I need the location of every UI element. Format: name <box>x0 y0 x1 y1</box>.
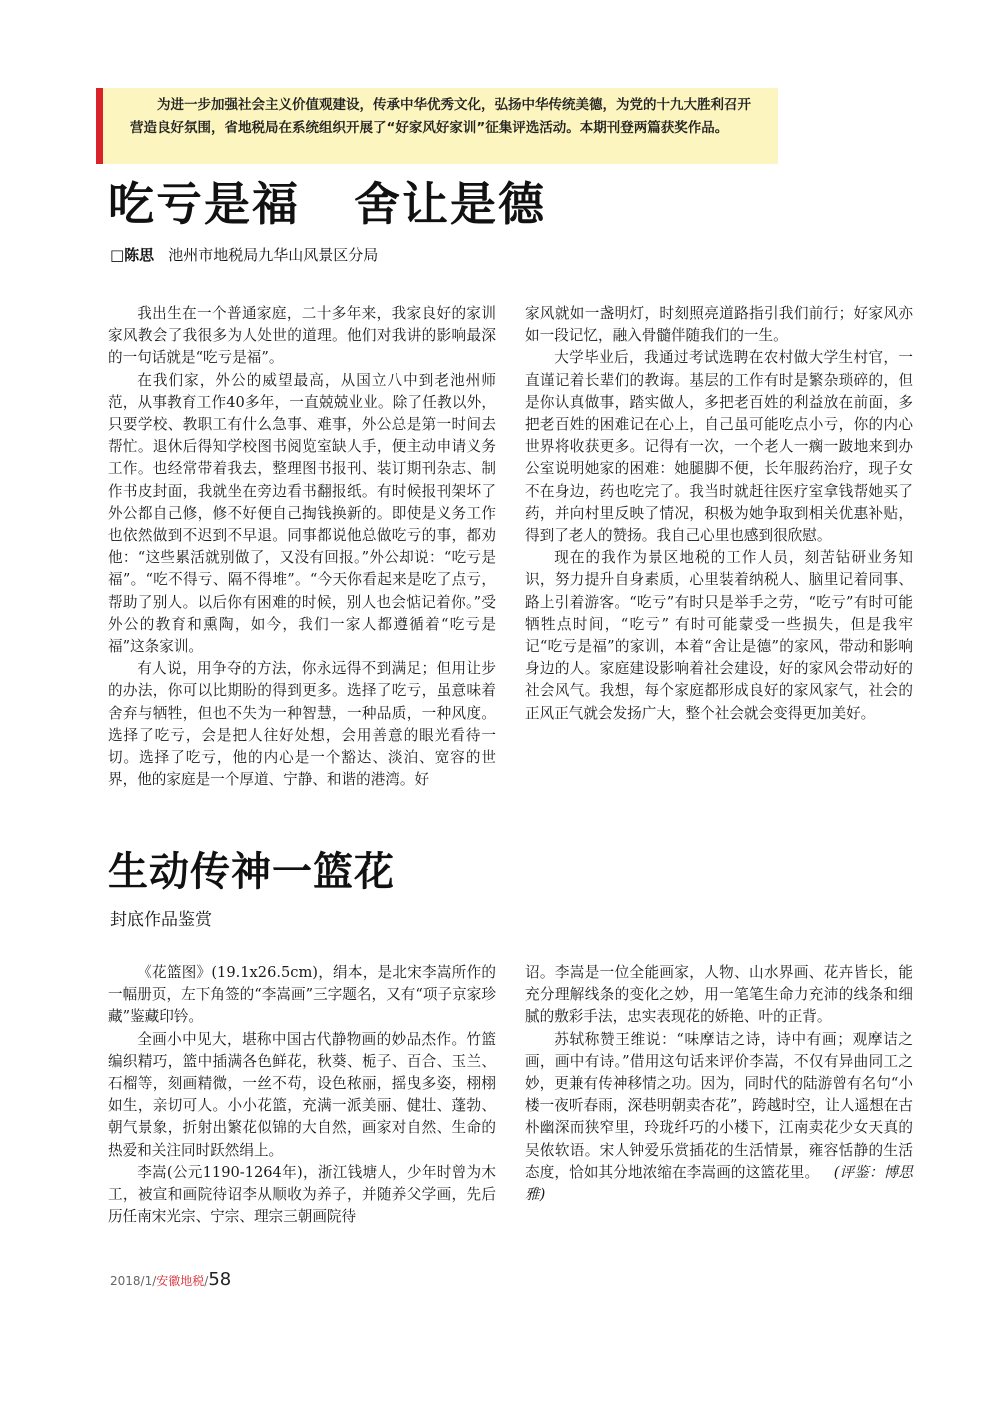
article2-paragraph: 李嵩(公元1190-1264年)，浙江钱塘人，少年时曾为木工，被宣和画院待诏李从顺收为养子，并随养父学画，先后历任南宋光宗、宁宗、理宗三朝画院待 <box>108 1163 496 1226</box>
article1-author: □陈思 <box>110 246 155 264</box>
article2-paragraph <box>525 1029 913 1207</box>
article2-paragraph: 全画小中见大，堪称中国古代静物画的妙品杰作。竹篮编织精巧，篮中插满各色鲜花，秋葵、栀子、百合、玉兰、石榴等，刻画精微，一丝不苟，设色秾丽，摇曳多姿，栩栩如生，亲切可人。小小花篮，充满一派美丽、健壮、蓬勃、朝气景象，折射出繁花似锦的大自然，画家对自然、生命的热爱和关注同时跃然绢上。 <box>108 1030 496 1159</box>
article1-paragraph: 大学毕业后，我通过考试选聘在农村做大学生村官，一直谨记着长辈们的教诲。基层的工作有时是繁杂琐碎的，但是你认真做事，踏实做人，多把老百姓的利益放在前面，多把老百姓的困难记在心上，自己虽可能吃点小亏，你的内心世界将收获更多。记得有一次，一个老人一瘸一跛地来到办公室说明她家的困难：她腿脚不便，长年服药治疗，现子女不在身边，药也吃完了。我当时就赶往医疗室拿钱帮她买了药，并向村里反映了情况，积极为她争取到相关优惠补贴，得到了老人的赞扬。我自己心里也感到很欣慰。 <box>525 349 913 545</box>
article2-last-paragraph-text: 苏轼称赞王维说：“味摩诘之诗，诗中有画；观摩诘之画，画中有诗。”借用这句话来评价李嵩，不仅有异曲同工之妙，更兼有传神移情之功。因为，同时代的陆游曾有名句“小楼一夜听春雨，深巷明朝卖杏花”，跨越时空，让人遥想在古朴幽深而狭窄里，玲珑纤巧的小楼下，江南卖花少女天真的吴侬软语。宋人钟爱乐赏插花的生活情景，雍容恬静的生活态度，恰如其分地浓缩在李嵩画的这篮花里。 <box>525 1030 913 1181</box>
intro-accent-bar <box>96 88 103 164</box>
page-number: 58 <box>208 1269 232 1290</box>
article2-credit: (评鉴：博思雅) <box>525 1163 913 1204</box>
article1-left-column <box>108 303 496 791</box>
article2-subtitle: 封底作品鉴赏 <box>110 910 212 930</box>
article1-paragraph: 在我们家，外公的威望最高，从国立八中到老池州师范，从事教育工作40多年，一直兢兢业业。除了任教以外，只要学校、教职工有什么急事、难事，外公总是第一时间去帮忙。退休后得知学校图书阅览室缺人手，便主动申请义务工作。也经常带着我去，整理图书报刊、装订期刊杂志、制作书皮封面，我就坐在旁边看书翻报纸。有时候报刊架坏了外公都自己修，修不好便自己掏钱换新的。即使是义务工作也依然做到不迟到不早退。同事都说他总做吃亏的事，都劝他：“这些累活就别做了，又没有回报。”外公却说：“吃亏是福”。“吃不得亏、隔不得堆”。“今天你看起来是吃了点亏，帮助了别人。以后你有困难的时候，别人也会惦记着你。”受外公的教育和熏陶，如今，我们一家人都遵循着“吃亏是福”这条家训。 <box>108 371 496 656</box>
article1-title: 吃亏是福 舍让是德 <box>108 177 547 231</box>
footer-magazine-name: 安徽地税 <box>156 1274 205 1288</box>
article2-paragraph-continued: 诏。李嵩是一位全能画家，人物、山水界画、花卉皆长，能充分理解线条的变化之妙，用一笔笔生命力充沛的线条和细腻的敷彩手法，忠实表现花的娇艳、叶的正背。 <box>525 964 913 1026</box>
article1-paragraph: 有人说，用争夺的方法，你永远得不到满足；但用让步的办法，你可以比期盼的得到更多。选择了吃亏，虽意味着舍弃与牺牲，但也不失为一种智慧，一种品质，一种风度。选择了吃亏，会是把人往好处想，会用善意的眼光看待一切。选择了吃亏，他的内心是一个豁达、淡泊、宽容的世界，他的家庭是一个厚道、宁静、和谐的港湾。好 <box>108 660 496 789</box>
footer-date: 2018/1/ <box>110 1274 157 1288</box>
article1-paragraph: 我出生在一个普通家庭，二十多年来，我家良好的家训家风教会了我很多为人处世的道理。他们对我讲的影响最深的一句话就是“吃亏是福”。 <box>108 305 496 367</box>
article2-title: 生动传神一篮花 <box>108 849 395 895</box>
intro-box <box>96 88 778 164</box>
article2-left-column <box>108 962 496 1228</box>
article1-paragraph: 现在的我作为景区地税的工作人员，刻苦钻研业务知识，努力提升自身素质，心里装着纳税人、脑里记着同事、路上引着游客。“吃亏”有时只是举手之劳，“吃亏”有时可能牺牲点时间，“吃亏” 有时可能蒙受一些损失，但是我牢记“吃亏是福”的家训，本着“舍让是德”的家风，带动和影响身边的人。家庭建设影响着社会建设，好的家风会带动好的社会风气。我想，每个家庭都形成良好的家风家气，社会的正风正气就会发扬广大，整个社会就会变得更加美好。 <box>525 549 913 722</box>
article2-paragraph: 《花篮图》(19.1x26.5cm)，绢本，是北宋李嵩所作的一幅册页，左下角签的“李嵩画”三字题名，又有“项子京家珍藏”鉴藏印钤。 <box>108 964 496 1026</box>
article1-right-column <box>525 303 913 725</box>
page-footer <box>110 1270 231 1291</box>
intro-text: 为进一步加强社会主义价值观建设，传承中华优秀文化，弘扬中华传统美德，为党的十九大胜利召开营造良好氛围，省地税局在系统组织开展了“好家风好家训”征集评选活动。本期刊登两篇获奖作品。 <box>130 97 751 136</box>
footer-separator: / <box>204 1274 209 1288</box>
article1-affiliation: 池州市地税局九华山风景区分局 <box>168 246 379 264</box>
article1-paragraph-continued: 家风就如一盏明灯，时刻照亮道路指引我们前行；好家风亦如一段记忆，融入骨髓伴随我们的一生。 <box>525 305 913 345</box>
article1-byline <box>110 244 378 266</box>
article2-right-column <box>525 962 913 1206</box>
